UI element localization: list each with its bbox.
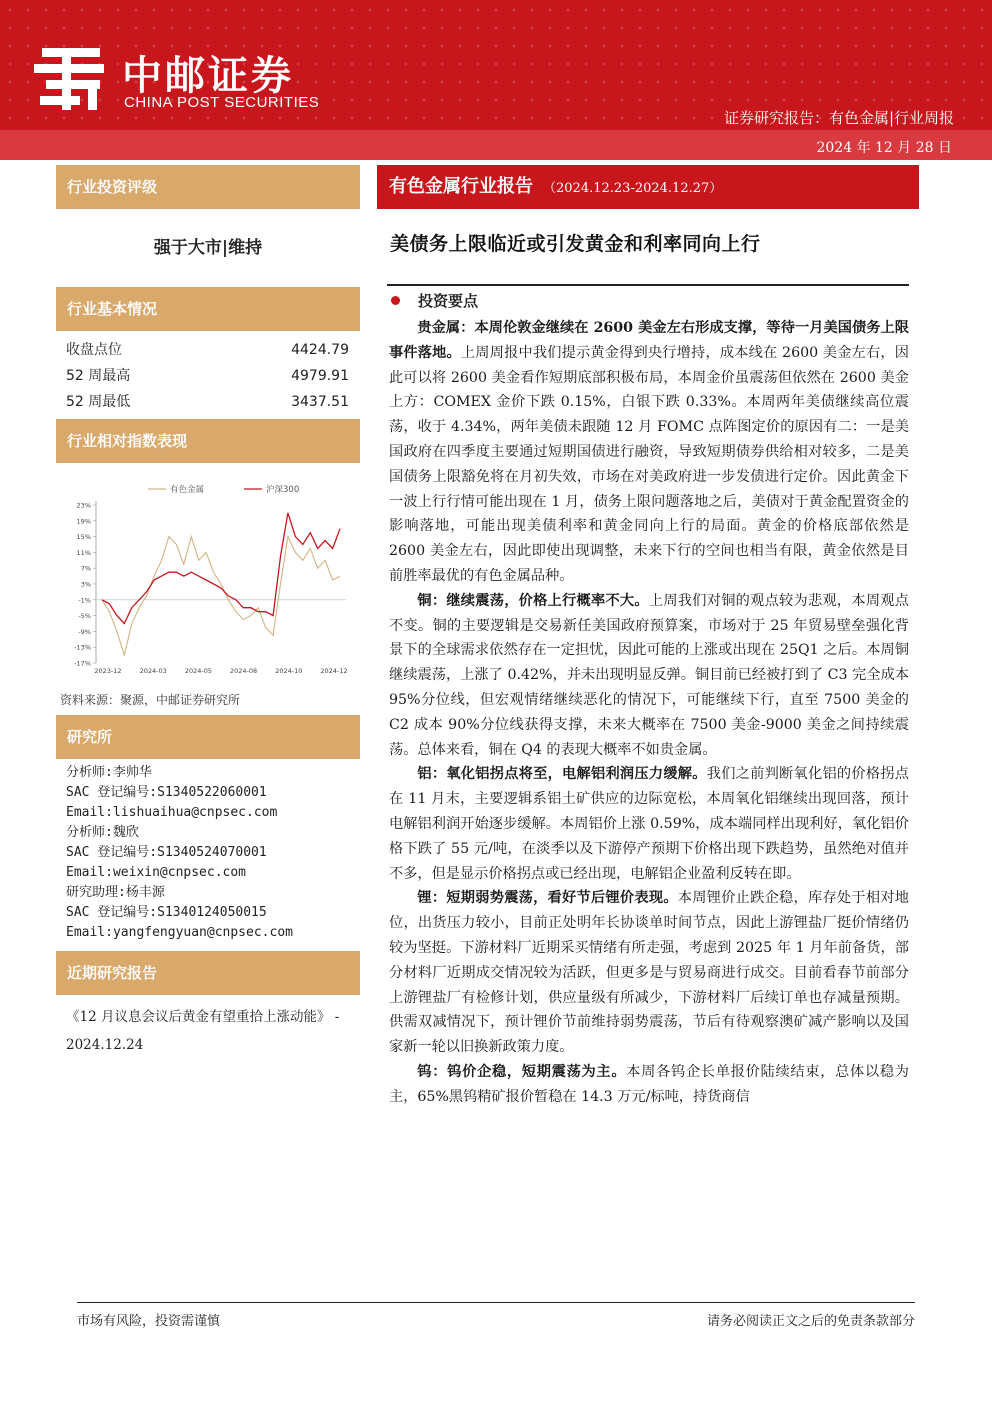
research-heading: 研究所: [56, 715, 360, 759]
legend-label: 有色金属: [170, 485, 205, 495]
chart-source: 资料来源：聚源，中邮证券研究所: [60, 693, 241, 707]
disclaimer-notice: 请务必阅读正文之后的免责条款部分: [706, 1314, 915, 1329]
analyst-line: 研究助理:杨丰源: [66, 885, 165, 900]
bullet-dot-icon: [391, 296, 400, 305]
industry-rating: 强于大市|维持: [153, 238, 263, 258]
x-tick-label: 2024-12: [320, 667, 348, 675]
report-period: （2024.12.23-2024.12.27）: [543, 181, 723, 196]
brand-name-en: CHINA POST SECURITIES: [124, 94, 320, 111]
brand-name-cn: 中邮证券: [122, 53, 294, 99]
series-line-nonferrous: [102, 537, 340, 656]
paragraph-text: 上周周报中我们提示黄金得到央行增持，成本线在 2600 美金左右，因此可以将 2600 美金看作短期底部积极布局，本周金价虽震荡但依然在 2600 美金上方：COMEX 金价下跌 0.15%，白银下跌 0.33%。本周两年美债继续高位震荡，收于 4.34%，两年美债未跟随 12 月 FOMC 点阵图定价的原因有二：一是美国政府在四季度主要通过短期国债进行融资，导致短期债券供给相对较多，二是美国债务上限豁免将在月初失效，市场在对美政府进一步发债进行定价。因此黄金下一波上行行情可能出现在 1 月，债务上限问题落地之后，美债对于黄金配置资金的影响落地，可能出现美债利率和黄金同向上行的局面。黄金的价格底部依然是 2600 美金左右，因此即使出现调整，未来下行的空间也相当有限，黄金依然是目前胜率最优的有色金属品种。: [389, 344, 909, 584]
report-header: [0, 0, 992, 160]
y-tick-label: -9%: [78, 627, 91, 636]
paragraph-lead: 锂：短期弱势震荡，看好节后锂价表现。: [417, 890, 678, 907]
relative-index-chart-svg: [56, 463, 360, 685]
y-tick-label: -17%: [74, 659, 91, 668]
basic-info-label: 52 周最低: [66, 394, 131, 410]
report-body: [389, 316, 909, 1110]
basic-info-row: [56, 337, 360, 363]
paragraph-tungsten: [389, 1060, 909, 1110]
main-content: [377, 165, 919, 1105]
series-line-csi300: [102, 513, 340, 624]
x-tick-label: 2024-10: [275, 667, 303, 675]
y-tick-label: -13%: [74, 643, 91, 652]
sidebar: [56, 165, 360, 1059]
y-tick-label: -5%: [78, 612, 91, 621]
china-post-logo-icon: [32, 40, 110, 118]
basic-info-row: [56, 389, 360, 415]
key-points-label: 投资要点: [418, 292, 479, 310]
x-tick-label: 2024-08: [230, 667, 258, 675]
y-tick-label: 23%: [76, 501, 91, 510]
paragraph-text: 上周我们对铜的观点较为悲观，本周观点不变。铜的主要逻辑是交易新任美国政府预算案，市场对于 25 年贸易壁垒强化背景下的全球需求依然存在一定担忧，因此可能的上涨或出现在 25Q1 之后。本周铜继续震荡，上涨了 0.42%，并未出现明显反弹。铜目前已经被打到了 C3 完全成本 95%分位线，但宏观情绪继续恶化的情况下，可能继续下行，直至 7500 美金的 C2 成本 90%分位线获得支撑，未来大概率在 7500 美金-9000 美金之间持续震荡。总体来看，铜在 Q4 的表现大概率不如贵金属。: [389, 592, 909, 758]
recent-report-link[interactable]: 《12 月议息会议后黄金有望重拾上涨动能》 - 2024.12.24: [66, 1009, 340, 1053]
y-tick-label: -1%: [78, 596, 91, 605]
basic-info-row: [56, 363, 360, 389]
analyst-email[interactable]: Email:weixin@cnpsec.com: [66, 865, 247, 880]
y-tick-label: 15%: [76, 533, 91, 542]
analyst-email[interactable]: Email:yangfengyuan@cnpsec.com: [66, 925, 293, 940]
paragraph-lead: 贵金属：本周伦敦金继续在 2600 美金左右形成支撑，等待一月美国债务上限事件落地。: [389, 320, 909, 361]
paragraph-lead: 钨：钨价企稳，短期震荡为主。: [417, 1063, 627, 1080]
relative-index-chart: [56, 463, 360, 685]
report-title: 有色金属行业报告: [389, 176, 533, 197]
x-tick-label: 2023-12: [94, 667, 122, 675]
basic-info-value: 4424.79: [291, 342, 349, 358]
key-points-heading: [391, 288, 478, 314]
analyst-line: SAC 登记编号:S1340124050015: [66, 905, 267, 920]
paragraph-copper: [389, 589, 909, 763]
basic-info-value: 4979.91: [291, 368, 349, 384]
paragraph-precious-metals: [389, 316, 909, 589]
paragraph-text: 我们之前判断氧化铝的价格拐点在 11 月末，主要逻辑系铝土矿供应的边际宽松，本周氧化铝继续出现回落，预计电解铝利润开始逐步缓解。本周铝价上涨 0.59%，成本端同样出现利好，氧化铝价格下跌了 55 元/吨，在淡季以及下游停产预期下价格出现下跌趋势，虽然绝对值并不多，但是显示价格拐点或已经出现，电解铝企业盈利反转在即。: [389, 766, 909, 882]
y-tick-label: 3%: [80, 580, 91, 589]
recent-reports-heading: 近期研究报告: [56, 951, 360, 995]
y-tick-label: 11%: [76, 548, 91, 557]
analyst-line: SAC 登记编号:S1340524070001: [66, 845, 267, 860]
report-title-bar: [377, 165, 919, 209]
rating-heading: 行业投资评级: [56, 165, 360, 209]
risk-notice: 市场有风险，投资需谨慎: [77, 1314, 221, 1329]
headline-divider: [387, 284, 909, 286]
analyst-list: [56, 759, 360, 951]
report-type: 证券研究报告：有色金属|行业周报: [723, 109, 954, 127]
report-date: 2024 年 12 月 28 日: [816, 140, 952, 156]
x-tick-label: 2024-05: [184, 667, 212, 675]
basic-info-heading: 行业基本情况: [56, 287, 360, 331]
legend-label: 沪深300: [266, 485, 300, 495]
x-tick-label: 2024-03: [139, 667, 167, 675]
paragraph-text: 本周锂价止跌企稳，库存处于相对地位，出货压力较小，目前正处明年长协谈单时间节点，因此上游锂盐厂挺价情绪仍较为坚挺。下游材料厂近期采买情绪有所走强，考虑到 2025 年 1 月年前备货，部分材料厂近期成交情况较为活跃，但更多是与贸易商进行成交。目前看春节前部分上游锂盐厂有检修计划，供应量级有所减少，下游材料厂后续订单也存减量预期。供需双减情况下，预计锂价节前维持弱势震荡，节后有待观察澳矿减产影响以及国家新一轮以旧换新政策力度。: [389, 890, 909, 1056]
basic-info-list: [56, 331, 360, 419]
paragraph-lithium: [389, 886, 909, 1060]
y-tick-label: 19%: [76, 517, 91, 526]
basic-info-value: 3437.51: [291, 394, 349, 410]
y-tick-label: 7%: [80, 564, 91, 573]
page-footer: [77, 1302, 915, 1329]
analyst-email[interactable]: Email:lishuaihua@cnpsec.com: [66, 805, 278, 820]
basic-info-label: 收盘点位: [66, 342, 122, 358]
report-headline: 美债务上限临近或引发黄金和利率同向上行: [390, 233, 761, 255]
paragraph-aluminum: [389, 762, 909, 886]
analyst-line: SAC 登记编号:S1340522060001: [66, 785, 267, 800]
basic-info-label: 52 周最高: [66, 368, 131, 384]
paragraph-lead: 铜：继续震荡，价格上行概率不大。: [417, 592, 649, 609]
paragraph-lead: 铝：氧化铝拐点将至，电解铝利润压力缓解。: [417, 766, 707, 783]
paragraph-text: 本周各钨企长单报价陆续结束，总体以稳为主，65%黑钨精矿报价暂稳在 14.3 万元/标吨，持货商信: [389, 1063, 909, 1105]
analyst-line: 分析师:李帅华: [66, 765, 152, 780]
analyst-line: 分析师:魏欣: [66, 825, 139, 840]
index-performance-heading: 行业相对指数表现: [56, 419, 360, 463]
